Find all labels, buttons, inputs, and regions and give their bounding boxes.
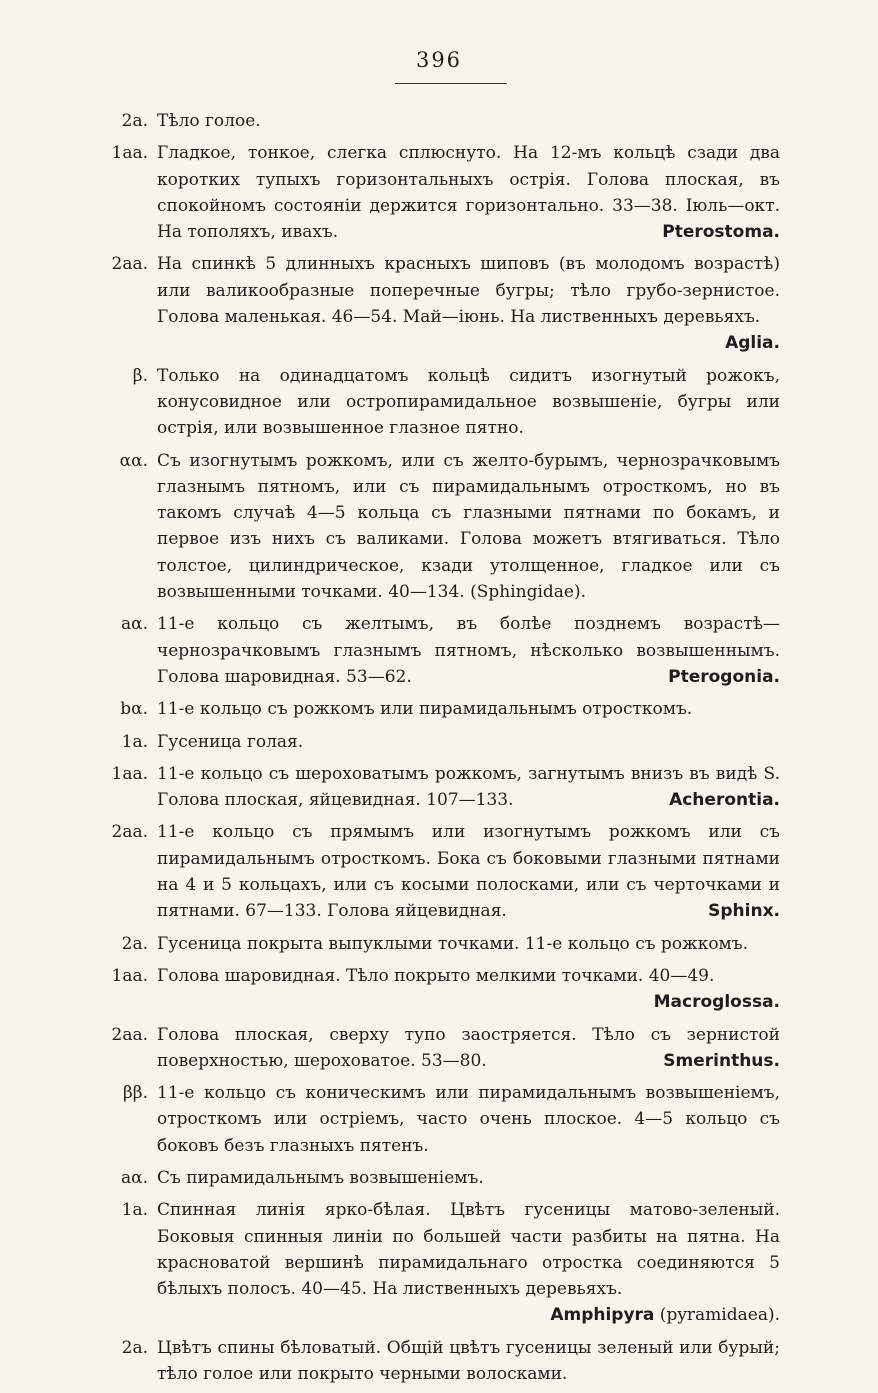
entry-marker: 2а. [121,111,148,131]
entry-marker: bα. [120,699,148,720]
genus-label [725,330,780,356]
key-entry [0,819,878,924]
genus-name: Macroglossa. [653,992,780,1013]
entry-text: 11-е кольцо съ коническимъ или пирамидальнымъ возвышеніемъ, отросткомъ или остріемъ, часто очень плоское. 4—5 кольцо съ боковъ безъ глазныхъ пятенъ. [157,1083,780,1156]
entry-marker: 2а. [121,933,148,954]
entry-text-block [157,611,780,690]
genus-label [157,989,780,1015]
entry-text: Тѣло голое. [157,111,261,131]
entry-text-block [157,819,780,924]
genus-label [708,898,780,924]
entry-text: Только на одинадцатомъ кольцѣ сидитъ изогнутый рожокъ, конусовидное или остропирамидальное возвышеніе, бугры или острія, или возвышенное глазное пятно. [157,365,780,439]
key-entry [0,1335,878,1388]
genus-name: Aglia. [725,333,780,354]
genus-suffix: (pyramidaea). [654,1305,780,1326]
entry-marker: αα. [119,450,148,471]
key-entry [0,696,878,722]
entry-marker: 2аа. [111,254,148,275]
entry-text: Гусеница покрыта выпуклыми точками. 11-е кольцо съ рожкомъ. [157,933,748,954]
key-entry [0,1080,878,1159]
entry-marker: 2а. [121,1337,148,1358]
entry-text-block [157,140,780,245]
entry-text: Съ изогнутымъ рожкомъ, или съ желто-бурымъ, чернозрачковымъ глазнымъ пятномъ, или съ пирамидальнымъ отросткомъ, но въ такомъ случаѣ 4—5 кольца съ глазными пятнами по бокамъ, и первое изъ нихъ съ валиками. Голова можетъ втягиваться. Тѣло толстое, цилиндрическое, кзади утолщенное, гладкое или съ возвышенными точками. 40—134. (Sphingidae). [157,450,780,603]
key-entries [0,108,878,1393]
genus-label [668,664,780,690]
genus-label [663,1048,780,1074]
entry-text-block [157,963,780,1016]
entry-text-block [157,729,780,755]
genus-name: Pterogonia. [668,666,780,687]
entry-text: 11-е кольцо съ рожкомъ или пирамидальнымъ отросткомъ. [157,699,693,720]
entry-marker: aα. [120,614,148,635]
genus-label [662,219,780,245]
genus-name: Sphinx. [708,901,780,922]
key-entry [0,963,878,1016]
key-entry [0,108,878,134]
entry-text: Съ пирамидальнымъ возвышеніемъ. [157,1167,484,1188]
entry-text-block [157,1197,780,1328]
entry-text: Голова шаровидная. Тѣло покрыто мелкими точками. 40—49. [157,965,715,986]
entry-text: Голова плоская, сверху тупо заостряется. Тѣло съ зернистой поверхностью, шероховатое. 53—80. [157,1024,780,1071]
key-entry [0,1197,878,1328]
key-entry [0,1022,878,1075]
entry-text: 11-е кольцо съ желтымъ, въ болѣе позднемъ возрастѣ—чернозрачковымъ глазнымъ пятномъ, нѣсколько возвышеннымъ. Голова шаровидная. 53—62. [157,614,780,687]
entry-marker: аα. [120,1167,148,1188]
entry-marker: 1аа. [111,143,148,164]
entry-marker: 1а. [121,1200,148,1221]
page-number: 396 [415,48,463,72]
entry-text-block [157,696,780,722]
entry-marker: 1аа. [111,965,148,986]
key-entry [0,140,878,245]
entry-marker: ββ. [122,1083,148,1104]
entry-text: Гладкое, тонкое, слегка сплюснуто. На 12-мъ кольцѣ сзади два коротких тупыхъ горизонтальныхъ острія. Голова плоская, въ спокойномъ состояніи держится горизонтально. 33—38. Іюль—окт. На тополяхъ, ивахъ. [157,143,780,243]
entry-text-block [157,1080,780,1159]
entry-text: Спинная линія ярко-бѣлая. Цвѣтъ гусеницы матово-зеленый. Боковыя спинныя линіи по большей части разбиты на пятна. На красноватой вершинѣ пирамидальнаго отростка соединяются 5 бѣлыхъ полосъ. 40—45. На лиственныхъ деревьяхъ. [157,1200,780,1300]
entry-text-block [157,931,780,957]
genus-name: Acherontia. [669,790,780,811]
genus-label [157,1302,780,1328]
genus-name: Smerinthus. [663,1050,780,1071]
key-entry [0,448,878,606]
entry-text-block [157,251,780,356]
entry-marker: 1а. [121,731,148,752]
entry-text: 11-е кольцо съ прямымъ или изогнутымъ рожкомъ или съ пирамидальнымъ отросткомъ. Бока съ боковыми глазными пятнами на 4 и 5 кольцахъ, или съ косыми полосками, или съ черточками и пятнами. 67—133. Голова яйцевидная. [157,822,780,922]
entry-marker: 1аа. [111,763,148,784]
key-entry [0,761,878,814]
entry-text-block [157,1165,780,1191]
key-entry [0,611,878,690]
entry-text-block [157,448,780,606]
entry-text: Цвѣтъ спины бѣловатый. Общій цвѣтъ гусеницы зеленый или бурый; тѣло голое или покрыто черными волосками. [157,1337,780,1385]
entry-text: Гусеница голая. [157,731,304,752]
entry-text-block [157,363,780,442]
entry-text: На спинкѣ 5 длинныхъ красныхъ шиповъ (въ молодомъ возрастѣ) или валикообразные поперечные бугры; тѣло грубо-зернистое. Голова маленькая. 46—54. Май—іюнь. На лиственныхъ деревьяхъ. [157,254,780,328]
entry-text-block [157,1335,780,1388]
entry-text-block [157,108,780,134]
entry-text-block [157,1022,780,1075]
key-entry [0,363,878,442]
key-entry [0,1165,878,1191]
genus-name: Amphipyra [550,1305,655,1326]
header-rule [395,83,507,84]
entry-marker: 2аа. [111,1024,148,1045]
entry-text-block [157,761,780,814]
key-entry [0,931,878,957]
entry-marker: β. [132,365,148,386]
key-entry [0,729,878,755]
genus-name: Pterostoma. [662,222,780,243]
entry-text: 11-е кольцо съ шероховатымъ рожкомъ, загнутымъ внизъ въ видѣ S. Голова плоская, яйцевидная. 107—133. [157,763,780,811]
entry-marker: 2аа. [111,822,148,843]
key-entry [0,251,878,356]
genus-label [669,787,780,813]
